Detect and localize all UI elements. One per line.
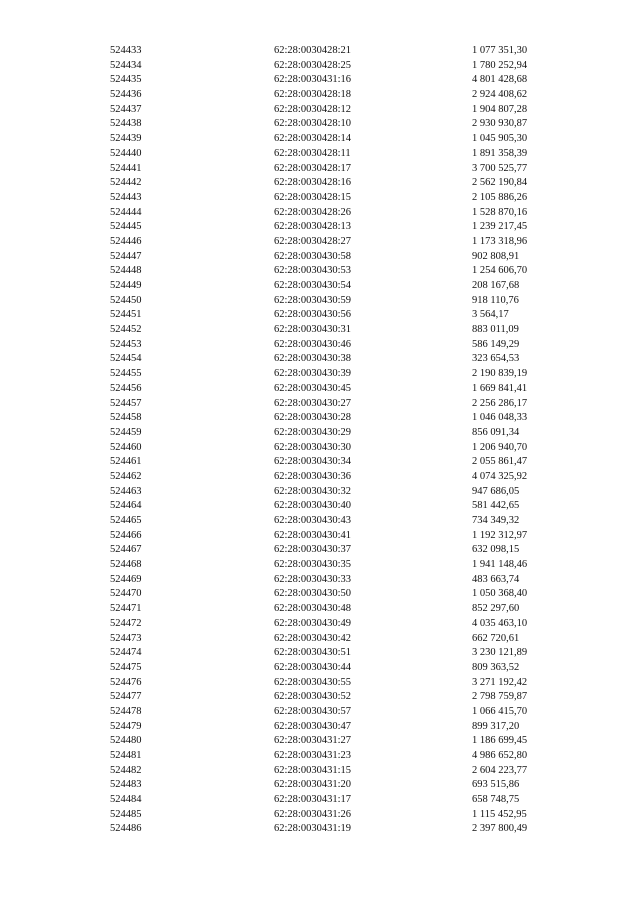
amount-cell: 1 891 358,39 (472, 147, 528, 159)
amount-cell: 4 035 463,10 (472, 617, 528, 629)
row-number-cell: 524436 (110, 89, 142, 101)
table-row (110, 176, 550, 191)
table-row (110, 352, 550, 367)
amount-cell: 581 442,65 (472, 500, 520, 512)
amount-cell: 1 239 217,45 (472, 221, 528, 233)
row-number-cell: 524463 (110, 485, 142, 497)
table-row (110, 632, 550, 647)
table-row (110, 602, 550, 617)
row-number-cell: 524484 (110, 794, 142, 806)
cadastral-number-cell: 62:28:0030431:17 (274, 794, 352, 806)
row-number-cell: 524459 (110, 426, 142, 438)
table-row (110, 529, 550, 544)
cadastral-number-cell: 62:28:0030430:37 (274, 544, 352, 556)
table-row (110, 220, 550, 235)
row-number-cell: 524440 (110, 147, 142, 159)
table-row (110, 338, 550, 353)
cadastral-number-cell: 62:28:0030428:11 (274, 147, 351, 159)
amount-cell: 208 167,68 (472, 280, 520, 291)
amount-cell: 734 349,32 (472, 515, 520, 526)
row-number-cell: 524447 (110, 250, 142, 262)
table-row (110, 88, 550, 103)
cadastral-number-cell: 62:28:0030428:13 (274, 221, 352, 233)
cadastral-number-cell: 62:28:0030430:40 (274, 500, 352, 512)
row-number-cell: 524454 (110, 353, 142, 365)
row-number-cell: 524461 (110, 456, 142, 468)
row-number-cell: 524438 (110, 118, 142, 130)
table-row (110, 749, 550, 764)
amount-cell: 632 098,15 (472, 544, 520, 556)
amount-cell: 1 192 312,97 (472, 529, 528, 541)
row-number-cell: 524480 (110, 735, 142, 747)
amount-cell: 1 669 841,41 (472, 382, 528, 394)
amount-cell: 1 904 807,28 (472, 103, 528, 115)
cadastral-number-cell: 62:28:0030430:53 (274, 265, 352, 277)
row-number-cell: 524470 (110, 588, 142, 600)
table-row (110, 206, 550, 221)
row-number-cell: 524467 (110, 544, 142, 556)
cadastral-number-cell: 62:28:0030428:15 (274, 191, 352, 203)
cadastral-number-cell: 62:28:0030430:45 (274, 382, 352, 394)
row-number-cell: 524464 (110, 500, 142, 512)
row-number-cell: 524435 (110, 74, 142, 86)
cadastral-number-cell: 62:28:0030430:47 (274, 720, 352, 732)
amount-cell: 1 046 048,33 (472, 412, 528, 424)
amount-cell: 323 654,53 (472, 353, 520, 365)
table-row (110, 235, 550, 250)
amount-cell: 4 986 652,80 (472, 750, 528, 761)
row-number-cell: 524473 (110, 632, 142, 644)
table-row (110, 822, 550, 837)
amount-cell: 2 604 223,77 (472, 764, 528, 776)
row-number-cell: 524444 (110, 206, 142, 218)
table-row (110, 132, 550, 147)
amount-cell: 1 173 318,96 (472, 235, 528, 247)
amount-cell: 483 663,74 (472, 573, 520, 585)
amount-cell: 693 515,86 (472, 779, 520, 791)
row-number-cell: 524442 (110, 177, 142, 189)
amount-cell: 1 254 606,70 (472, 265, 528, 277)
amount-cell: 809 363,52 (472, 661, 520, 673)
cadastral-number-cell: 62:28:0030430:50 (274, 588, 352, 600)
table-row (110, 279, 550, 294)
row-number-cell: 524433 (110, 45, 142, 56)
cadastral-number-cell: 62:28:0030430:55 (274, 676, 352, 688)
row-number-cell: 524457 (110, 397, 142, 409)
amount-cell: 4 074 325,92 (472, 470, 528, 482)
row-number-cell: 524466 (110, 529, 142, 541)
table-row (110, 44, 550, 59)
table-row (110, 59, 550, 74)
amount-cell: 1 206 940,70 (472, 441, 528, 453)
amount-cell: 2 256 286,17 (472, 397, 528, 409)
amount-cell: 899 317,20 (472, 720, 520, 732)
amount-cell: 4 801 428,68 (472, 74, 528, 86)
cadastral-number-cell: 62:28:0030431:15 (274, 764, 352, 776)
row-number-cell: 524465 (110, 515, 142, 526)
table-row (110, 558, 550, 573)
table-row (110, 103, 550, 118)
row-number-cell: 524450 (110, 294, 142, 306)
cadastral-number-cell: 62:28:0030430:41 (274, 529, 352, 541)
cadastral-number-cell: 62:28:0030430:33 (274, 573, 352, 585)
table-row (110, 661, 550, 676)
row-number-cell: 524474 (110, 647, 142, 659)
amount-cell: 1 186 699,45 (472, 735, 528, 747)
amount-cell: 918 110,76 (472, 294, 519, 306)
amount-cell: 1 115 452,95 (472, 808, 527, 820)
amount-cell: 3 564,17 (472, 309, 509, 321)
row-number-cell: 524481 (110, 750, 142, 761)
cadastral-number-cell: 62:28:0030431:16 (274, 74, 352, 86)
cadastral-number-cell: 62:28:0030430:34 (274, 456, 352, 468)
amount-cell: 2 924 408,62 (472, 89, 528, 101)
cadastral-number-cell: 62:28:0030430:44 (274, 661, 352, 673)
amount-cell: 1 045 905,30 (472, 133, 528, 145)
table-row (110, 646, 550, 661)
cadastral-number-cell: 62:28:0030430:48 (274, 603, 352, 615)
cadastral-number-cell: 62:28:0030430:49 (274, 617, 352, 629)
cadastral-number-cell: 62:28:0030431:20 (274, 779, 352, 791)
cadastral-number-cell: 62:28:0030428:18 (274, 89, 352, 101)
row-number-cell: 524441 (110, 162, 142, 174)
row-number-cell: 524468 (110, 559, 142, 571)
cadastral-number-cell: 62:28:0030430:31 (274, 324, 352, 336)
cadastral-number-cell: 62:28:0030430:39 (274, 368, 352, 380)
amount-cell: 2 055 861,47 (472, 456, 528, 468)
amount-cell: 2 105 886,26 (472, 191, 528, 203)
row-number-cell: 524434 (110, 59, 142, 71)
cadastral-number-cell: 62:28:0030430:51 (274, 647, 352, 659)
amount-cell: 1 941 148,46 (472, 559, 528, 571)
amount-cell: 1 077 351,30 (472, 45, 528, 56)
row-number-cell: 524479 (110, 720, 142, 732)
table-row (110, 73, 550, 88)
cadastral-number-cell: 62:28:0030428:26 (274, 206, 352, 218)
cadastral-number-cell: 62:28:0030428:21 (274, 45, 352, 56)
table-row (110, 191, 550, 206)
cadastral-number-cell: 62:28:0030430:57 (274, 705, 352, 717)
row-number-cell: 524469 (110, 573, 142, 585)
amount-cell: 3 271 192,42 (472, 676, 528, 688)
cadastral-number-cell: 62:28:0030430:46 (274, 338, 352, 350)
row-number-cell: 524437 (110, 103, 142, 115)
table-row (110, 426, 550, 441)
cadastral-number-cell: 62:28:0030428:12 (274, 103, 352, 115)
cadastral-number-cell: 62:28:0030430:54 (274, 280, 352, 291)
amount-cell: 1 066 415,70 (472, 705, 528, 717)
row-number-cell: 524439 (110, 133, 142, 145)
cadastral-number-cell: 62:28:0030430:30 (274, 441, 352, 453)
amount-cell: 2 397 800,49 (472, 823, 528, 835)
cadastral-number-cell: 62:28:0030430:35 (274, 559, 352, 571)
row-number-cell: 524475 (110, 661, 142, 673)
amount-cell: 883 011,09 (472, 324, 519, 336)
amount-cell: 2 190 839,19 (472, 368, 528, 380)
table-row (110, 573, 550, 588)
amount-cell: 662 720,61 (472, 632, 520, 644)
cadastral-number-cell: 62:28:0030430:52 (274, 691, 352, 703)
cadastral-number-cell: 62:28:0030430:38 (274, 353, 352, 365)
row-number-cell: 524482 (110, 764, 142, 776)
table-row (110, 514, 550, 529)
row-number-cell: 524446 (110, 235, 142, 247)
table-row (110, 147, 550, 162)
table-row (110, 764, 550, 779)
table-row (110, 308, 550, 323)
table-row (110, 411, 550, 426)
table-row (110, 294, 550, 309)
row-number-cell: 524472 (110, 617, 142, 629)
row-number-cell: 524486 (110, 823, 142, 835)
row-number-cell: 524476 (110, 676, 142, 688)
table-row (110, 382, 550, 397)
row-number-cell: 524483 (110, 779, 142, 791)
cadastral-number-cell: 62:28:0030430:28 (274, 412, 352, 424)
cadastral-number-cell: 62:28:0030430:58 (274, 250, 352, 262)
cadastral-number-cell: 62:28:0030430:36 (274, 470, 352, 482)
amount-cell: 2 562 190,84 (472, 177, 528, 189)
amount-cell: 2 930 930,87 (472, 118, 528, 130)
amount-cell: 586 149,29 (472, 338, 520, 350)
row-number-cell: 524453 (110, 338, 142, 350)
cadastral-number-cell: 62:28:0030428:17 (274, 162, 352, 174)
amount-cell: 902 808,91 (472, 250, 520, 262)
table-row (110, 617, 550, 632)
table-row (110, 264, 550, 279)
table-row (110, 367, 550, 382)
table-row (110, 162, 550, 177)
table-row (110, 778, 550, 793)
amount-cell: 947 686,05 (472, 485, 520, 497)
table-row (110, 543, 550, 558)
table-row (110, 470, 550, 485)
table-row (110, 441, 550, 456)
table-row (110, 734, 550, 749)
row-number-cell: 524478 (110, 705, 142, 717)
table-row (110, 397, 550, 412)
cadastral-number-cell: 62:28:0030430:56 (274, 309, 352, 321)
table-row (110, 676, 550, 691)
table-row (110, 117, 550, 132)
cadastral-number-cell: 62:28:0030428:14 (274, 133, 352, 145)
cadastral-number-cell: 62:28:0030431:26 (274, 808, 352, 820)
row-number-cell: 524452 (110, 324, 142, 336)
row-number-cell: 524477 (110, 691, 142, 703)
row-number-cell: 524462 (110, 470, 142, 482)
amount-cell: 856 091,34 (472, 426, 520, 438)
row-number-cell: 524456 (110, 382, 142, 394)
row-number-cell: 524458 (110, 412, 142, 424)
table-row (110, 499, 550, 514)
row-number-cell: 524460 (110, 441, 142, 453)
amount-cell: 1 780 252,94 (472, 59, 528, 71)
table-row (110, 793, 550, 808)
amount-cell: 3 230 121,89 (472, 647, 528, 659)
cadastral-number-cell: 62:28:0030431:27 (274, 735, 352, 747)
table-row (110, 808, 550, 823)
amount-cell: 1 528 870,16 (472, 206, 528, 218)
cadastral-number-cell: 62:28:0030430:43 (274, 515, 352, 526)
data-table (110, 44, 550, 837)
amount-cell: 3 700 525,77 (472, 162, 528, 174)
row-number-cell: 524443 (110, 191, 142, 203)
cadastral-number-cell: 62:28:0030428:25 (274, 59, 352, 71)
table-row (110, 485, 550, 500)
cadastral-number-cell: 62:28:0030428:16 (274, 177, 352, 189)
cadastral-number-cell: 62:28:0030431:23 (274, 750, 352, 761)
row-number-cell: 524451 (110, 309, 142, 321)
cadastral-number-cell: 62:28:0030428:10 (274, 118, 352, 130)
table-row (110, 705, 550, 720)
cadastral-number-cell: 62:28:0030430:32 (274, 485, 352, 497)
table-row (110, 720, 550, 735)
table-row (110, 690, 550, 705)
amount-cell: 2 798 759,87 (472, 691, 528, 703)
table-row (110, 250, 550, 265)
row-number-cell: 524455 (110, 368, 142, 380)
row-number-cell: 524448 (110, 265, 142, 277)
cadastral-number-cell: 62:28:0030431:19 (274, 823, 352, 835)
amount-cell: 658 748,75 (472, 794, 520, 806)
table-row (110, 323, 550, 338)
row-number-cell: 524471 (110, 603, 142, 615)
row-number-cell: 524449 (110, 280, 142, 291)
table-row (110, 587, 550, 602)
amount-cell: 1 050 368,40 (472, 588, 528, 600)
cadastral-number-cell: 62:28:0030430:29 (274, 426, 352, 438)
row-number-cell: 524445 (110, 221, 142, 233)
cadastral-number-cell: 62:28:0030430:59 (274, 294, 352, 306)
table-row (110, 455, 550, 470)
cadastral-number-cell: 62:28:0030430:42 (274, 632, 352, 644)
cadastral-number-cell: 62:28:0030430:27 (274, 397, 352, 409)
row-number-cell: 524485 (110, 808, 142, 820)
cadastral-number-cell: 62:28:0030428:27 (274, 235, 352, 247)
amount-cell: 852 297,60 (472, 603, 520, 615)
